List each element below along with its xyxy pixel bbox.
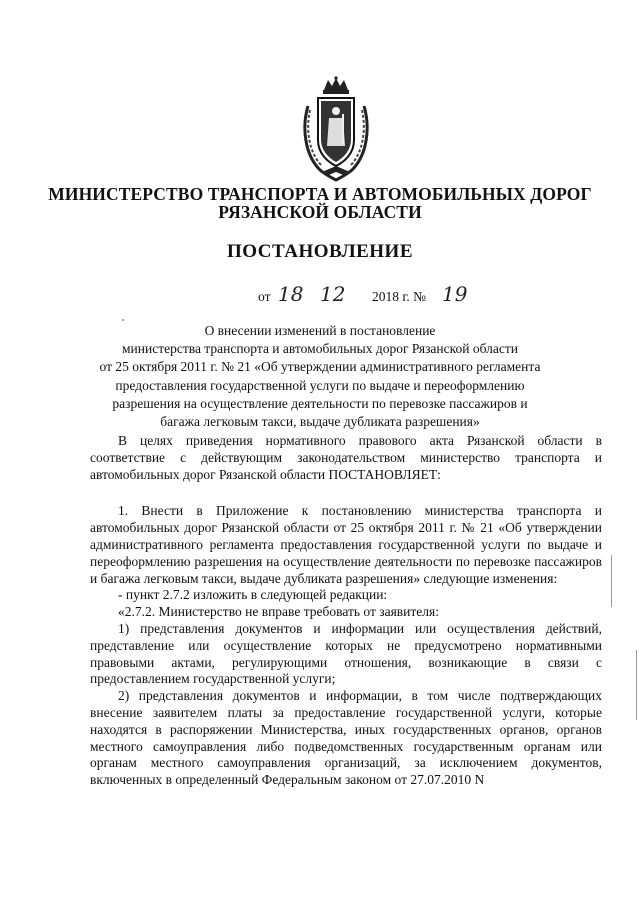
handwritten-number: 19 xyxy=(442,282,468,306)
date-number-line xyxy=(250,282,510,310)
title-line: от 25 октября 2011 г. № 21 «Об утверждении административного регламента xyxy=(99,359,541,375)
ministry-name-line2: РЯЗАНСКОЙ ОБЛАСТИ xyxy=(218,202,422,222)
scan-speck xyxy=(122,319,124,321)
item-1-paragraph: 1. Внести в Приложение к постановлению министерства транспорта и автомобильных дорог Рязанской области от 25 октября 2011 г. № 21 «Об утверждении административного регламента предоставления государственной услуги по выдаче и переоформлению разрешения на осуществление деятельности по перевозке пассажиров и багажа легковым такси, выдаче дубликата разрешения» следующие изменения: xyxy=(90,503,602,586)
handwritten-month: 12 xyxy=(320,282,346,306)
handwritten-day: 18 xyxy=(278,282,304,306)
title-line: министерства транспорта и автомобильных дорог Рязанской области xyxy=(122,341,518,357)
ministry-name-line1: МИНИСТЕРСТВО ТРАНСПОРТА И АВТОМОБИЛЬНЫХ ДОРОГ xyxy=(48,184,592,204)
coat-of-arms-icon xyxy=(296,76,376,182)
document-type-heading: ПОСТАНОВЛЕНИЕ xyxy=(226,241,414,262)
document-title xyxy=(80,322,560,431)
year-and-number-label: 2018 г. № xyxy=(372,289,427,304)
title-line: О внесении изменений в постановление xyxy=(204,323,436,338)
clause-1-paragraph: 1) представления документов и информации или осуществления действий, представление или осуществление которых не предусмотрено нормативными правовыми актами, регулирующими отношения, возникающие в связи с предоставлением государственной услуги; xyxy=(90,620,602,687)
title-line: багажа легковым такси, выдаче дубликата разрешения» xyxy=(160,414,480,430)
quote-start-paragraph: «2.7.2. Министерство не вправе требовать от заявителя: xyxy=(118,604,439,620)
title-line: предоставления государственной услуги по выдаче и переоформлению xyxy=(115,377,525,393)
sub-item-paragraph: - пункт 2.7.2 изложить в следующей редакции: xyxy=(118,587,388,603)
date-prefix: от xyxy=(258,289,271,304)
clause-2-paragraph: 2) представления документов и информации, в том числе подтверждающих внесение заявителем платы за предоставление государственной услуги, которые находятся в распоряжении Министерства, иных государственных органов, органов местного самоуправления либо подведомственных государственным органам или органам местного самоуправления организаций, за исключением документов, включенных в определенный Федеральным законом от 27.07.2010 N xyxy=(90,688,602,788)
document-body xyxy=(90,433,602,789)
preamble-paragraph: В целях приведения нормативного правового акта Рязанской области в соответствие с действующим законодательством министерство транспорта и автомобильных дорог Рязанской области ПОСТАНОВЛЯЕТ: xyxy=(90,433,602,482)
title-line: разрешения на осуществление деятельности по перевозке пассажиров и xyxy=(112,395,528,411)
scan-margin-line xyxy=(611,555,612,607)
scan-margin-line xyxy=(636,650,637,720)
